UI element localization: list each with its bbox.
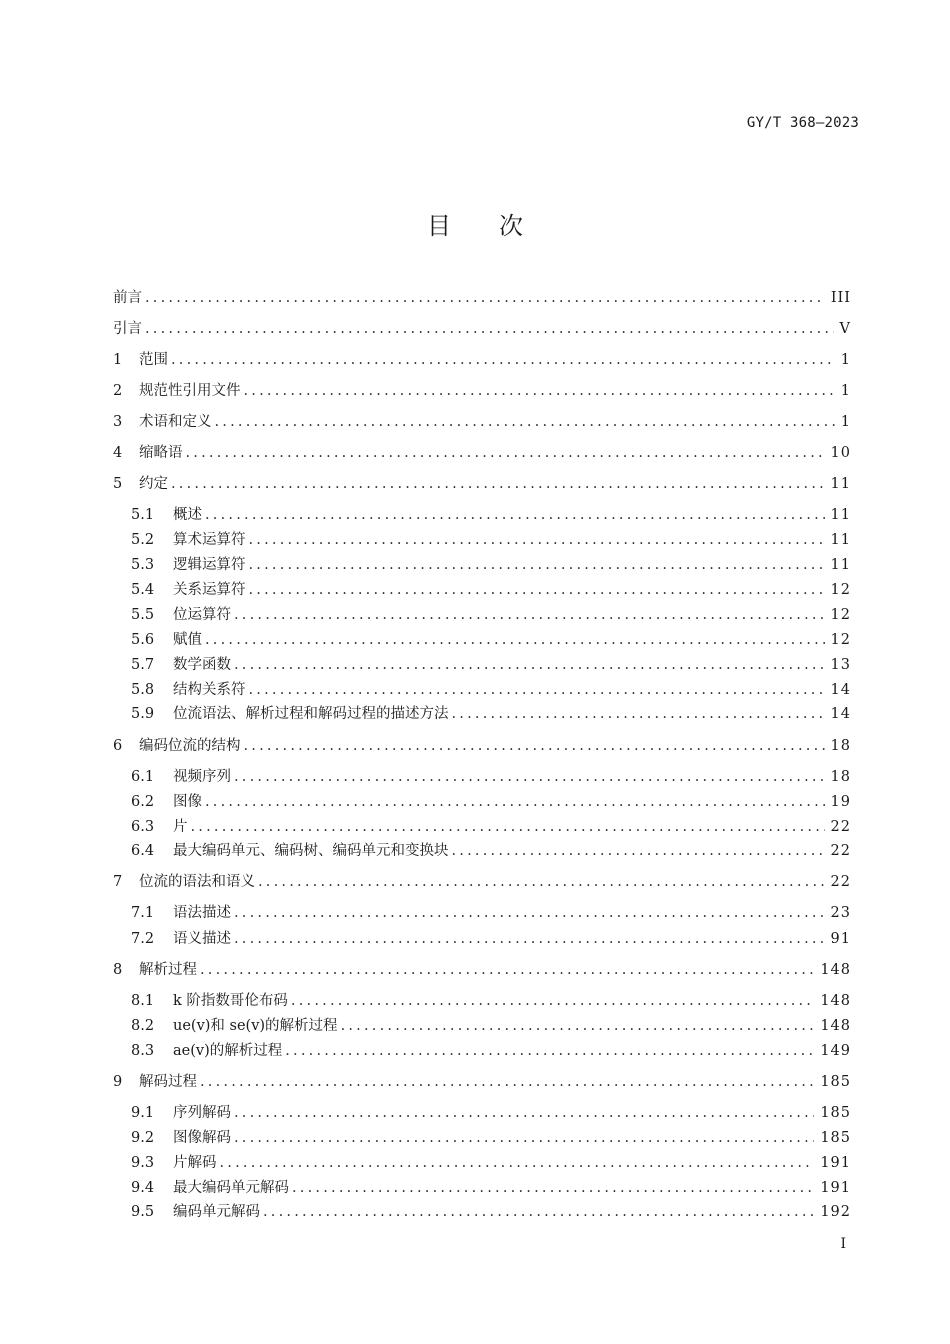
toc-entry[interactable] xyxy=(131,928,851,950)
toc-entry[interactable] xyxy=(113,318,851,340)
toc-entry-page: 192 xyxy=(820,1204,851,1220)
toc-entry[interactable] xyxy=(113,411,851,433)
toc-leader-dots xyxy=(263,1201,814,1223)
page-title: 目次 xyxy=(427,212,571,240)
toc-leader-dots xyxy=(292,1177,814,1199)
toc-entry-title: 编码单元解码 xyxy=(173,1204,260,1220)
toc-entry-page: 1 xyxy=(840,383,851,399)
toc-entry-number: 5.6 xyxy=(131,632,155,648)
toc-entry-page: 191 xyxy=(820,1180,851,1196)
toc-leader-dots xyxy=(200,1071,814,1093)
toc-entry-number: 6.3 xyxy=(131,819,155,835)
toc-leader-dots xyxy=(244,380,835,402)
toc-entry-title: 序列解码 xyxy=(173,1105,231,1121)
toc-leader-dots xyxy=(171,473,825,495)
toc-entry[interactable] xyxy=(113,349,851,371)
toc-entry-title: 最大编码单元、编码树、编码单元和变换块 xyxy=(173,843,449,859)
toc-entry[interactable] xyxy=(131,703,851,725)
toc-entry[interactable] xyxy=(131,1040,851,1062)
toc-entry-page: 185 xyxy=(820,1105,851,1121)
toc-entry[interactable] xyxy=(131,766,851,788)
toc-leader-dots xyxy=(205,504,825,526)
toc-entry-page: 185 xyxy=(820,1130,851,1146)
toc-entry-page: 148 xyxy=(820,993,851,1009)
toc-entry-title: 解码过程 xyxy=(139,1074,197,1090)
toc-entry-title: 片解码 xyxy=(173,1155,217,1171)
toc-entry-page: V xyxy=(839,321,851,337)
toc-entry-number: 5.2 xyxy=(131,532,155,548)
toc-entry[interactable] xyxy=(131,629,851,651)
toc-entry[interactable] xyxy=(131,1127,851,1149)
toc-entry-number: 9.3 xyxy=(131,1155,155,1171)
toc-entry-title: 规范性引用文件 xyxy=(139,383,241,399)
toc-entry-title: 术语和定义 xyxy=(139,414,212,430)
toc-entry-number: 8.2 xyxy=(131,1018,155,1034)
toc-entry-number: 8.1 xyxy=(131,993,155,1009)
toc-entry-title: 语法描述 xyxy=(173,905,231,921)
toc-entry-title: 约定 xyxy=(139,476,168,492)
toc-entry-page: 23 xyxy=(830,905,851,921)
toc-leader-dots xyxy=(215,411,835,433)
toc-leader-dots xyxy=(200,959,814,981)
toc-entry-number: 5.4 xyxy=(131,582,155,598)
toc-entry-title: 关系运算符 xyxy=(173,582,246,598)
toc-entry-number: 8.3 xyxy=(131,1043,155,1059)
toc-leader-dots xyxy=(205,629,825,651)
toc-leader-dots xyxy=(205,791,825,813)
toc-entry-page: 12 xyxy=(830,607,851,623)
toc-leader-dots xyxy=(341,1015,815,1037)
toc-leader-dots xyxy=(285,1040,814,1062)
toc-entry-number: 9.4 xyxy=(131,1180,155,1196)
toc-entry-number: 6 xyxy=(113,738,123,754)
toc-entry-page: 18 xyxy=(830,738,851,754)
toc-entry-title: 视频序列 xyxy=(173,769,231,785)
toc-leader-dots xyxy=(291,990,814,1012)
toc-entry[interactable] xyxy=(113,442,851,464)
toc-entry-number: 9.5 xyxy=(131,1204,155,1220)
toc-leader-dots xyxy=(452,840,825,862)
toc-leader-dots xyxy=(186,442,825,464)
toc-entry-number: 5.5 xyxy=(131,607,155,623)
toc-entry-number: 3 xyxy=(113,414,123,430)
toc-entry-page: 22 xyxy=(830,843,851,859)
toc-entry-title: 图像 xyxy=(173,794,202,810)
toc-entry-title: 赋值 xyxy=(173,632,202,648)
toc-entry-page: 148 xyxy=(820,962,851,978)
toc-entry[interactable] xyxy=(131,1152,851,1174)
toc-entry[interactable] xyxy=(113,287,851,309)
toc-leader-dots xyxy=(234,654,825,676)
toc-entry[interactable] xyxy=(131,679,851,701)
toc-entry-title: 逻辑运算符 xyxy=(173,557,246,573)
page-number: I xyxy=(840,1236,846,1252)
toc-entry-page: 18 xyxy=(830,769,851,785)
toc-entry[interactable] xyxy=(131,554,851,576)
toc-entry[interactable] xyxy=(131,1102,851,1124)
toc-leader-dots xyxy=(234,1127,814,1149)
toc-leader-dots xyxy=(249,579,825,601)
toc-entry[interactable] xyxy=(113,473,851,495)
toc-entry[interactable] xyxy=(131,902,851,924)
toc-entry-page: 12 xyxy=(830,582,851,598)
toc-leader-dots xyxy=(145,287,825,309)
toc-entry-page: 11 xyxy=(830,532,851,548)
toc-entry-page: 22 xyxy=(830,819,851,835)
toc-entry[interactable] xyxy=(131,579,851,601)
toc-entry[interactable] xyxy=(131,1201,851,1223)
toc-entry-number: 7 xyxy=(113,874,123,890)
toc-entry-title: 引言 xyxy=(113,321,142,337)
toc-entry-page: 19 xyxy=(830,794,851,810)
toc-entry-title: ue(v)和 se(v)的解析过程 xyxy=(173,1018,338,1034)
toc-entry[interactable] xyxy=(113,735,851,757)
toc-entry-page: 11 xyxy=(830,557,851,573)
toc-entry-title: 概述 xyxy=(173,507,202,523)
toc-entry-title: 缩略语 xyxy=(139,445,183,461)
toc-leader-dots xyxy=(171,349,835,371)
toc-entry-number: 5.1 xyxy=(131,507,155,523)
toc-entry-title: 位流语法、解析过程和解码过程的描述方法 xyxy=(173,706,449,722)
toc-entry-number: 9 xyxy=(113,1074,123,1090)
toc-entry-title: 前言 xyxy=(113,290,142,306)
toc-entry-title: 数学函数 xyxy=(173,657,231,673)
toc-entry-page: 1 xyxy=(840,414,851,430)
toc-entry-number: 4 xyxy=(113,445,123,461)
toc-entry-page: 1 xyxy=(840,352,851,368)
toc-entry[interactable] xyxy=(131,1177,851,1199)
toc-entry-page: 185 xyxy=(820,1074,851,1090)
toc-leader-dots xyxy=(249,679,825,701)
toc-entry-title: 解析过程 xyxy=(139,962,197,978)
toc-entry-page: 14 xyxy=(830,706,851,722)
toc-entry-page: III xyxy=(830,290,851,306)
toc-entry-page: 10 xyxy=(830,445,851,461)
toc-entry-number: 5.7 xyxy=(131,657,155,673)
toc-entry[interactable] xyxy=(131,604,851,626)
toc-entry[interactable] xyxy=(131,840,851,862)
toc-leader-dots xyxy=(234,928,825,950)
toc-entry-page: 148 xyxy=(820,1018,851,1034)
toc-entry-title: 算术运算符 xyxy=(173,532,246,548)
toc-leader-dots xyxy=(244,735,825,757)
toc-entry-number: 7.1 xyxy=(131,905,155,921)
toc-entry-title: ae(v)的解析过程 xyxy=(173,1043,283,1059)
toc-entry[interactable] xyxy=(113,1071,851,1093)
toc-entry-page: 11 xyxy=(830,507,851,523)
toc-entry[interactable] xyxy=(131,1015,851,1037)
toc-entry-number: 7.2 xyxy=(131,931,155,947)
toc-entry[interactable] xyxy=(113,380,851,402)
toc-entry[interactable] xyxy=(131,816,851,838)
toc-entry-number: 6.4 xyxy=(131,843,155,859)
toc-entry-number: 6.1 xyxy=(131,769,155,785)
toc-entry-title: 语义描述 xyxy=(173,931,231,947)
toc-entry-number: 9.2 xyxy=(131,1130,155,1146)
toc-entry-page: 12 xyxy=(830,632,851,648)
toc-entry-number: 5.9 xyxy=(131,706,155,722)
toc-leader-dots xyxy=(249,554,825,576)
toc-entry-page: 14 xyxy=(830,682,851,698)
toc-entry-title: 位运算符 xyxy=(173,607,231,623)
toc-entry-title: 位流的语法和语义 xyxy=(139,874,255,890)
toc-entry-number: 5.8 xyxy=(131,682,155,698)
toc-leader-dots xyxy=(234,604,825,626)
toc-entry-number: 5.3 xyxy=(131,557,155,573)
toc-entry-number: 1 xyxy=(113,352,123,368)
toc-entry-page: 91 xyxy=(830,931,851,947)
toc-leader-dots xyxy=(145,318,834,340)
document-code: GY/T 368—2023 xyxy=(746,115,859,131)
toc-entry[interactable] xyxy=(131,791,851,813)
toc-entry-page: 149 xyxy=(820,1043,851,1059)
toc-leader-dots xyxy=(234,1102,814,1124)
toc-entry-title: 图像解码 xyxy=(173,1130,231,1146)
toc-leader-dots xyxy=(452,703,825,725)
toc-entry-page: 22 xyxy=(830,874,851,890)
toc-leader-dots xyxy=(249,529,825,551)
toc-entry[interactable] xyxy=(131,990,851,1012)
toc-entry-number: 8 xyxy=(113,962,123,978)
toc-entry-title: 最大编码单元解码 xyxy=(173,1180,289,1196)
toc-entry-number: 5 xyxy=(113,476,123,492)
toc-entry-title: 结构关系符 xyxy=(173,682,246,698)
toc-entry[interactable] xyxy=(131,654,851,676)
toc-entry-number: 6.2 xyxy=(131,794,155,810)
toc-leader-dots xyxy=(191,816,825,838)
toc-entry-page: 13 xyxy=(830,657,851,673)
toc-entry[interactable] xyxy=(131,529,851,551)
toc-entry-page: 191 xyxy=(820,1155,851,1171)
toc-entry-title: 片 xyxy=(173,819,188,835)
toc-entry-title: k 阶指数哥伦布码 xyxy=(173,993,288,1009)
toc-entry[interactable] xyxy=(113,959,851,981)
toc-entry[interactable] xyxy=(131,504,851,526)
toc-leader-dots xyxy=(220,1152,815,1174)
toc-entry-number: 9.1 xyxy=(131,1105,155,1121)
toc-entry-page: 11 xyxy=(830,476,851,492)
toc-entry-title: 范围 xyxy=(139,352,168,368)
toc-entry[interactable] xyxy=(113,871,851,893)
toc-leader-dots xyxy=(234,766,825,788)
toc-entry-number: 2 xyxy=(113,383,123,399)
toc-leader-dots xyxy=(258,871,825,893)
toc-leader-dots xyxy=(234,902,825,924)
toc-entry-title: 编码位流的结构 xyxy=(139,738,241,754)
